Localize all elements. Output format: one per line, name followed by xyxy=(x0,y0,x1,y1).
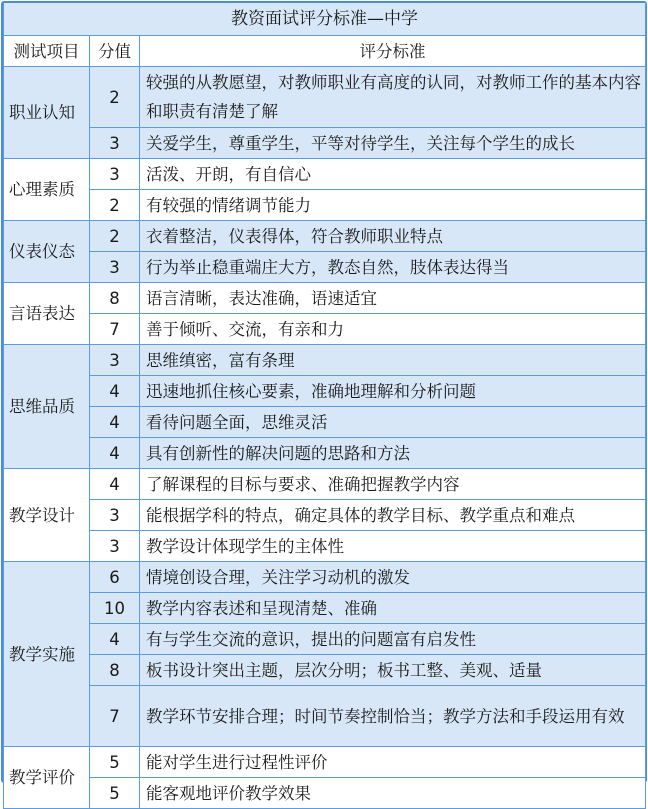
header-score: 分值 xyxy=(90,36,140,67)
table-row xyxy=(4,128,646,159)
score-value: 7 xyxy=(90,686,140,747)
score-value: 5 xyxy=(90,747,140,778)
score-value: 3 xyxy=(90,159,140,190)
score-value: 2 xyxy=(90,190,140,221)
criteria-text: 有较强的情绪调节能力 xyxy=(140,190,646,221)
score-value: 8 xyxy=(90,655,140,686)
criteria-text: 衣着整洁，仪表得体，符合教师职业特点 xyxy=(140,221,646,252)
table-row xyxy=(4,655,646,686)
test-item-name: 教学设计 xyxy=(4,469,90,562)
score-value: 4 xyxy=(90,376,140,407)
score-value: 4 xyxy=(90,407,140,438)
score-value: 7 xyxy=(90,314,140,345)
table-row xyxy=(4,252,646,283)
score-value: 4 xyxy=(90,438,140,469)
criteria-text: 能客观地评价教学效果 xyxy=(140,778,646,809)
criteria-text: 有与学生交流的意识，提出的问题富有启发性 xyxy=(140,624,646,655)
criteria-text: 思维缜密，富有条理 xyxy=(140,345,646,376)
criteria-text: 教学内容表述和呈现清楚、准确 xyxy=(140,593,646,624)
score-value: 3 xyxy=(90,500,140,531)
table-row xyxy=(4,624,646,655)
test-item-name: 言语表达 xyxy=(4,283,90,345)
criteria-text: 迅速地抓住核心要素，准确地理解和分析问题 xyxy=(140,376,646,407)
table-row xyxy=(4,407,646,438)
criteria-text: 看待问题全面，思维灵活 xyxy=(140,407,646,438)
criteria-text: 板书设计突出主题，层次分明；板书工整、美观、适量 xyxy=(140,655,646,686)
criteria-text: 教学设计体现学生的主体性 xyxy=(140,531,646,562)
criteria-text: 了解课程的目标与要求、准确把握教学内容 xyxy=(140,469,646,500)
criteria-text: 语言清晰，表达准确，语速适宜 xyxy=(140,283,646,314)
criteria-text: 善于倾听、交流，有亲和力 xyxy=(140,314,646,345)
score-value: 2 xyxy=(90,221,140,252)
table-row xyxy=(4,747,646,778)
score-value: 8 xyxy=(90,283,140,314)
test-item-name: 教学评价 xyxy=(4,747,90,809)
test-item-name: 职业认知 xyxy=(4,67,90,159)
criteria-text: 具有创新性的解决问题的思路和方法 xyxy=(140,438,646,469)
header-item: 测试项目 xyxy=(4,36,90,67)
criteria-text: 行为举止稳重端庄大方，教态自然，肢体表达得当 xyxy=(140,252,646,283)
table-row xyxy=(4,221,646,252)
table-title: 教资面试评分标准—中学 xyxy=(4,3,646,36)
criteria-text: 关爱学生，尊重学生，平等对待学生，关注每个学生的成长 xyxy=(140,128,646,159)
criteria-text: 能对学生进行过程性评价 xyxy=(140,747,646,778)
test-item-name: 仪表仪态 xyxy=(4,221,90,283)
table-row xyxy=(4,159,646,190)
table-row xyxy=(4,190,646,221)
table-row xyxy=(4,686,646,747)
criteria-text: 活泼、开朗，有自信心 xyxy=(140,159,646,190)
table-row xyxy=(4,314,646,345)
score-value: 2 xyxy=(90,67,140,128)
criteria-text: 情境创设合理，关注学习动机的激发 xyxy=(140,562,646,593)
scoring-standards-table xyxy=(3,3,646,809)
score-value: 3 xyxy=(90,252,140,283)
table-row xyxy=(4,283,646,314)
score-value: 3 xyxy=(90,128,140,159)
scoring-table-frame xyxy=(1,1,647,803)
table-row xyxy=(4,376,646,407)
table-row xyxy=(4,469,646,500)
table-row xyxy=(4,500,646,531)
test-item-name: 心理素质 xyxy=(4,159,90,221)
score-value: 3 xyxy=(90,345,140,376)
table-row xyxy=(4,778,646,809)
test-item-name: 教学实施 xyxy=(4,562,90,747)
test-item-name: 思维品质 xyxy=(4,345,90,469)
table-row xyxy=(4,593,646,624)
table-row xyxy=(4,531,646,562)
score-value: 4 xyxy=(90,469,140,500)
table-row xyxy=(4,562,646,593)
table-row xyxy=(4,438,646,469)
score-value: 4 xyxy=(90,624,140,655)
criteria-text: 能根据学科的特点，确定具体的教学目标、教学重点和难点 xyxy=(140,500,646,531)
criteria-text: 较强的从教愿望，对教师职业有高度的认同，对教师工作的基本内容和职责有清楚了解 xyxy=(140,67,646,128)
criteria-text: 教学环节安排合理；时间节奏控制恰当；教学方法和手段运用有效 xyxy=(140,686,646,747)
table-row xyxy=(4,67,646,128)
table-body xyxy=(4,67,646,809)
score-value: 6 xyxy=(90,562,140,593)
score-value: 5 xyxy=(90,778,140,809)
score-value: 10 xyxy=(90,593,140,624)
score-value: 3 xyxy=(90,531,140,562)
header-criteria: 评分标准 xyxy=(140,36,646,67)
table-row xyxy=(4,345,646,376)
